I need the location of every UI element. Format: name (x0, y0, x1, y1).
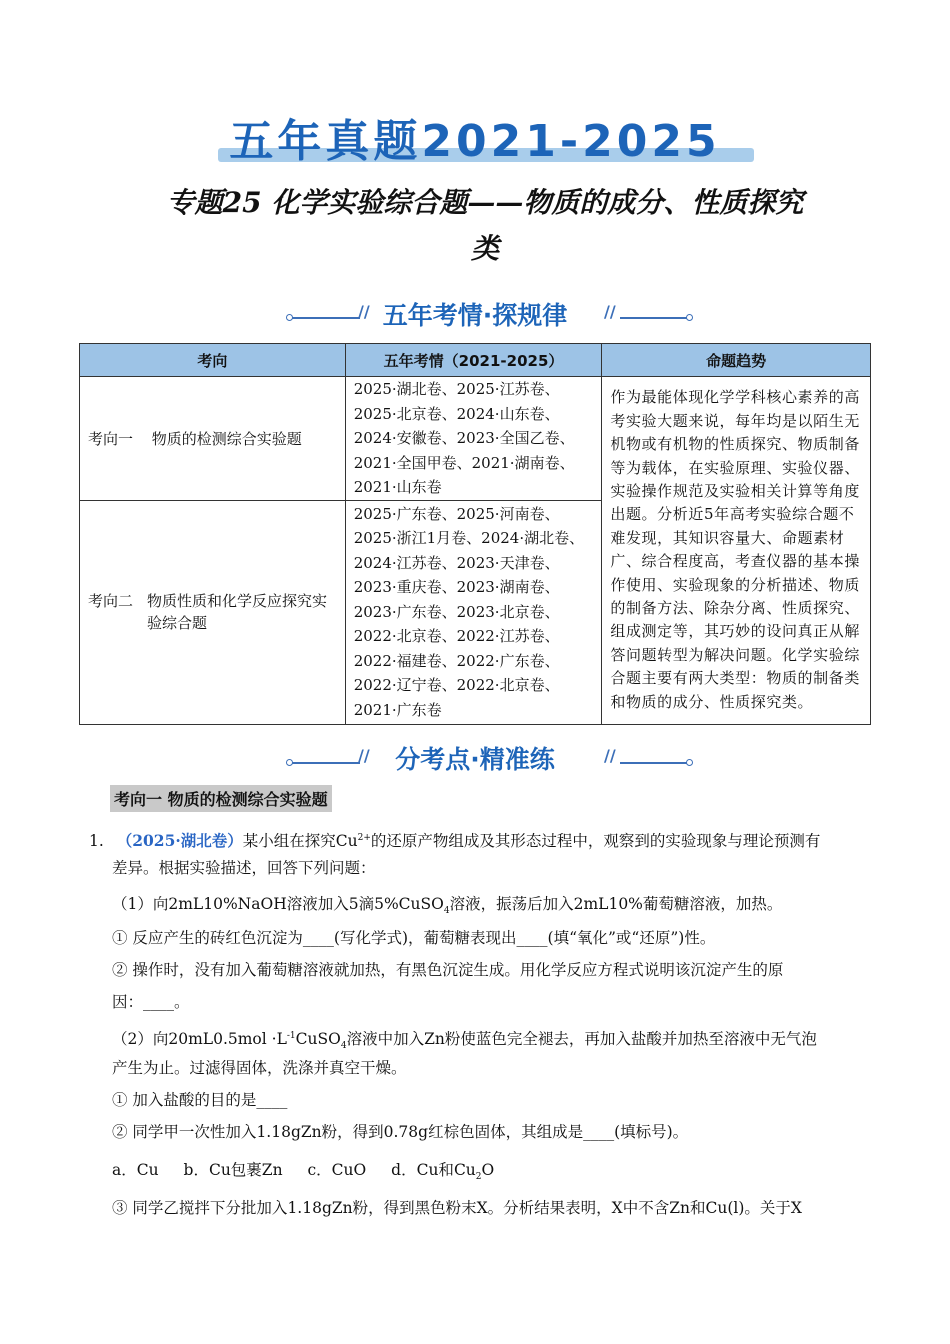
header-topic: 考向 (80, 344, 346, 377)
q-text: 粉，得到 (321, 1123, 384, 1141)
title-line-1: 专题25 化学实验综合题——物质的成分、性质探究 (166, 186, 804, 219)
option-d-text: d．Cu和 (391, 1161, 454, 1179)
question-source: （2025·湖北卷） (116, 831, 243, 851)
q-text: 溶液加入5滴 (286, 895, 375, 913)
q-text: ② 同学甲一次性加入 (112, 1123, 257, 1141)
topic-1-name: 物质的检测综合实验题 (151, 429, 302, 448)
q-text: 粉，得到黑色粉末X。分析结果表明，X中不含 (352, 1199, 670, 1217)
option-a: a．Cu (112, 1161, 159, 1179)
topic-1-papers: 2025·湖北卷、2025·江苏卷、2025·北京卷、2024·山东卷、2024·安徽卷、2023·全国乙卷、2021·全国甲卷、2021·湖南卷、2021·山东卷 (345, 377, 602, 501)
question-line-2: 差异。根据实验描述，回答下列问题： (112, 859, 376, 877)
option-d: d．Cu和$Cu_2O$ (391, 1161, 495, 1183)
zn-mass-2: 1.18gZn (287, 1199, 353, 1217)
section2-left-slash: // (358, 746, 370, 765)
header-papers: 五年考情（2021-2025） (345, 344, 602, 377)
q-text: 的还原产物组成及其形态过程中，观察到的实验现象与理论预测有 (370, 832, 821, 851)
option-b: b．Cu包裹Zn (183, 1161, 283, 1179)
topic-2-name: 物质性质和化学反应探究实验综合题 (147, 592, 328, 632)
q-text: 红棕色固体，其组成是____(填标号)。 (428, 1123, 689, 1141)
section1-right-dot (686, 314, 693, 321)
cu-liquid: Cu(l) (705, 1199, 745, 1217)
q-text: （1）向 (112, 895, 169, 913)
q-text: 。关于X (744, 1199, 802, 1217)
zn-mass: 1.18gZn (256, 1123, 322, 1141)
option-c: c．CuO (307, 1161, 367, 1179)
glucose-conc: 2mL10% (573, 895, 643, 913)
q-text: 溶液中加入 (346, 1030, 425, 1049)
question-line-10 (112, 1120, 688, 1144)
naoh-formula: 2mL10%NaOH (168, 895, 287, 913)
question-line-1 (89, 826, 820, 853)
q-text: （2）向 (112, 1030, 169, 1049)
question-line-12 (112, 1196, 802, 1220)
banner (0, 112, 950, 172)
cu2plus-formula: $Cu^{2+}$ (335, 832, 371, 851)
zn-symbol: Zn (669, 1199, 690, 1217)
q-text: 某小组在探究 (242, 832, 336, 851)
question-line-8: 产生为止。过滤得固体，洗涤并真空干燥。 (112, 1059, 407, 1077)
zn-formula: Zn (424, 1030, 445, 1049)
cuso4-formula: 5%CuSO$_4$ (374, 895, 450, 917)
cuso4-solution-formula: $20mL0.5mol \cdot L^{-1}CuSO_4$ (168, 1030, 347, 1052)
title-line-2: 类 (470, 232, 499, 265)
topic-2-cell (80, 500, 346, 724)
question-line-5: ② 操作时，没有加入葡萄糖溶液就加热，有黑色沉淀生成。用化学反应方程式说明该沉淀产生的原 (112, 961, 784, 979)
question-line-6: 因：____。 (112, 993, 190, 1011)
section2-right-dot (686, 759, 693, 766)
topic-2-papers: 2025·广东卷、2025·河南卷、2025·浙江1月卷、2024·湖北卷、2024·江苏卷、2023·天津卷、2023·重庆卷、2023·湖南卷、2023·广东卷、2023·北京卷、2022·北京卷、2022·江苏卷、2022·福建卷、2022·广东卷、2022·辽宁卷、2022·北京卷、2021·广东卷 (345, 500, 602, 724)
section1-left-slash: // (358, 302, 370, 321)
q-text: ③ 同学乙搅拌下分批加入 (112, 1199, 288, 1217)
question-options (112, 1158, 494, 1189)
question-number: 1. (89, 832, 104, 851)
question-line-4: ① 反应产生的砖红色沉淀为____(写化学式)，葡萄糖表现出____(填“氧化”或“还原”)性。 (112, 929, 716, 947)
question-line-9: ① 加入盐酸的目的是____ (112, 1091, 288, 1109)
trend-cell: 作为最能体现化学学科核心素养的高考实验大题来说，每年均是以陌生无机物或有机物的性质探究、物质制备等为载体，在实验原理、实验仪器、实验操作规范及实验相关计算等角度出题。分析近5年高考实验综合题不难发现，其知识容量大、命题素材广、综合程度高，考查仪器的基本操作使用、实验现象的分析描述、物质的制备方法、除杂分离、性质探究、组成测定等，其巧妙的设问真正从解答问题转型为解决问题。化学实验综合题主要有两大类型：物质的制备类和物质的成分、性质探究类。 (602, 377, 871, 725)
q-text: 粉使蓝色完全褪去，再加入盐酸并加热至溶液中无气泡 (444, 1030, 817, 1049)
section2-right-slash: // (604, 746, 616, 765)
topic-1-cell (80, 377, 346, 501)
topic-tag: 考向一 物质的检测综合实验题 (110, 785, 332, 812)
question-line-7 (112, 1024, 817, 1058)
topic-1-number: 考向一 (88, 429, 134, 448)
header-trend: 命题趋势 (602, 344, 871, 377)
q-text: 溶液，振荡后加入 (449, 895, 574, 913)
exam-trend-table (79, 343, 871, 725)
section2-title: 分考点·精准练 (395, 745, 555, 774)
section1-right-slash: // (604, 302, 616, 321)
page-title (110, 180, 860, 272)
topic-2-number: 考向二 (88, 592, 134, 610)
section2-right-line (620, 762, 690, 764)
q-text: 和 (689, 1199, 706, 1217)
section1-title: 五年考情·探规律 (382, 301, 568, 330)
question-line-3 (112, 892, 782, 923)
solid-mass: 0.78g (383, 1123, 429, 1141)
section1-right-line (620, 317, 690, 319)
banner-text: 五年真题2021-2025 (229, 116, 721, 167)
q-text: 葡萄糖溶液，加热。 (642, 895, 783, 913)
